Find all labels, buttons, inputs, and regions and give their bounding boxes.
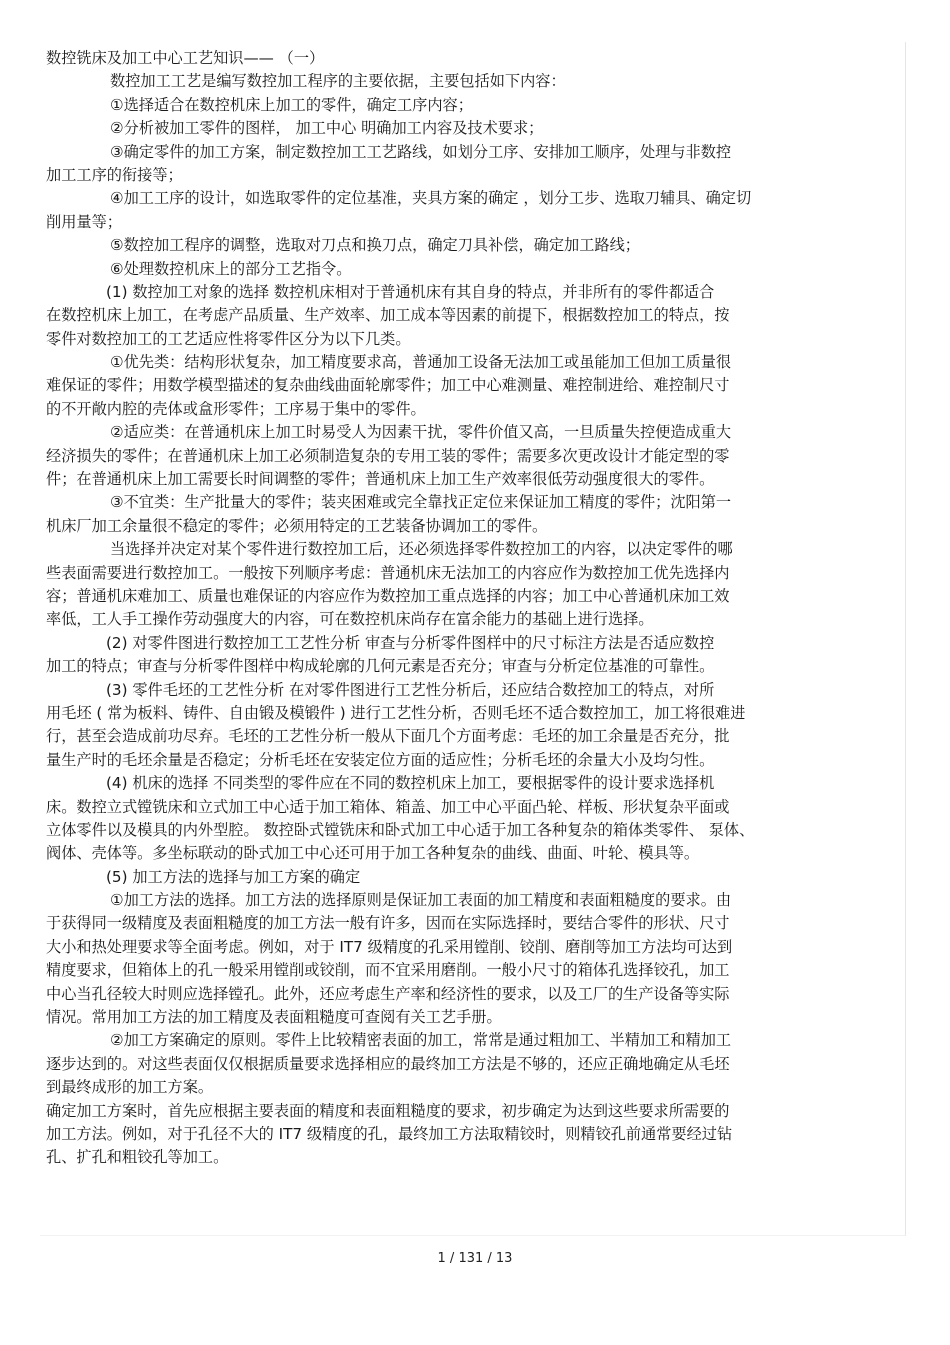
paragraph-line: 精度要求，但箱体上的孔一般采用镗削或铰削，而不宜采用磨削。一般小尺寸的箱体孔选择铰孔，加工 xyxy=(46,961,730,980)
paragraph-line: 难保证的零件；用数学模型描述的复杂曲线曲面轮廓零件；加工中心难测量、难控制进给、难控制尺寸 xyxy=(46,376,730,395)
paragraph-line: 经济损失的零件；在普通机床上加工必须制造复杂的专用工装的零件；需要多次更改设计才能定型的零 xyxy=(46,446,730,465)
paragraph-line: 大小和热处理要求等全面考虑。例如，对于 IT7 级精度的孔采用镗削、铰削、磨削等加工方法均可达到 xyxy=(46,937,733,956)
paragraph-line: 率低，工人手工操作劳动强度大的内容，可在数控机床尚存在富余能力的基础上进行选择。 xyxy=(46,610,654,629)
paragraph-line: 机床厂加工余量很不稳定的零件；必须用特定的工艺装备协调加工的零件。 xyxy=(46,516,548,535)
paragraph-line: 加工的特点；审查与分析零件图样中构成轮廓的几何元素是否充分；审查与分析定位基准的可靠性。 xyxy=(46,657,715,676)
page-title: 数控铣床及加工中心工艺知识—— （一） xyxy=(46,49,325,67)
paragraph-line: 零件对数控加工的工艺适应性将零件区分为以下几类。 xyxy=(46,329,411,348)
paragraph-line: 容；普通机床难加工、质量也难保证的内容应作为数控加工重点选择的内容；加工中心普通机床加工效 xyxy=(46,586,730,605)
paragraph-line: 立体零件以及模具的内外型腔。 数控卧式镗铣床和卧式加工中心适于加工各种复杂的箱体类零件、 泵体、 xyxy=(46,820,755,839)
paragraph-line: ①优先类：结构形状复杂，加工精度要求高，普通加工设备无法加工或虽能加工但加工质量很 xyxy=(110,353,732,372)
page-number: 1 / 131 / 13 xyxy=(437,1251,513,1266)
paragraph-line: 量生产时的毛坯余量是否稳定；分析毛坯在安装定位方面的适应性；分析毛坯的余量大小及均匀性。 xyxy=(46,750,715,769)
paragraph-line: ②适应类：在普通机床上加工时易受人为因素干扰，零件价值又高，一旦质量失控便造成重大 xyxy=(110,423,732,442)
paragraph-line: 孔、扩孔和粗铰孔等加工。 xyxy=(46,1148,229,1167)
paragraph-line: 些表面需要进行数控加工。一般按下列顺序考虑：普通机床无法加工的内容应作为数控加工优先选择内 xyxy=(46,563,730,582)
paragraph-line: 削用量等； xyxy=(46,212,122,231)
section-heading-line: (1) 数控加工对象的选择 数控机床相对于普通机床有其自身的特点，并非所有的零件都适合 xyxy=(106,282,715,301)
paragraph-line: ⑥处理数控机床上的部分工艺指令。 xyxy=(110,259,352,278)
section-heading-line: (4) 机床的选择 不同类型的零件应在不同的数控机床上加工，要根据零件的设计要求选择机 xyxy=(106,774,715,793)
paragraph-line: 阀体、壳体等。多坐标联动的卧式加工中心还可用于加工各种复杂的曲线、曲面、叶轮、模具等。 xyxy=(46,844,700,863)
paragraph-line: 于获得同一级精度及表面粗糙度的加工方法一般有许多，因而在实际选择时，要结合零件的形状、尺寸 xyxy=(46,914,730,933)
paragraph-line: ①加工方法的选择。加工方法的选择原则是保证加工表面的加工精度和表面粗糙度的要求。由 xyxy=(110,891,732,910)
paragraph-line: ②加工方案确定的原则。零件上比较精密表面的加工，常常是通过粗加工、半精加工和精加工 xyxy=(110,1031,732,1050)
paragraph-line: ③不宜类：生产批量大的零件；装夹困难或完全靠找正定位来保证加工精度的零件；沈阳第一 xyxy=(110,493,732,512)
document-body xyxy=(46,47,906,1170)
section-heading-line: (3) 零件毛坯的工艺性分析 在对零件图进行工艺性分析后，还应结合数控加工的特点，对所 xyxy=(106,680,715,699)
paragraph-line: ①选择适合在数控机床上加工的零件，确定工序内容； xyxy=(110,95,473,114)
paragraph-line: ②分析被加工零件的图样， 加工中心 明确加工内容及技术要求； xyxy=(110,119,544,138)
paragraph-line: 用毛坯 ( 常为板料、铸件、自由锻及模锻件 ) 进行工艺性分析，否则毛坯不适合数控加工，加工将很难进 xyxy=(46,703,746,722)
paragraph-line: 当选择并决定对某个零件进行数控加工后，还必须选择零件数控加工的内容，以决定零件的哪 xyxy=(110,540,733,559)
paragraph-line: 逐步达到的。对这些表面仅仅根据质量要求选择相应的最终加工方法是不够的，还应正确地确定从毛坯 xyxy=(46,1054,730,1073)
paragraph-line: 行，甚至会造成前功尽弃。毛坯的工艺性分析一般从下面几个方面考虑：毛坯的加工余量是否充分，批 xyxy=(46,727,730,746)
paragraph-line: 确定加工方案时，首先应根据主要表面的精度和表面粗糙度的要求，初步确定为达到这些要求所需要的 xyxy=(46,1101,730,1120)
paragraph-line: ⑤数控加工程序的调整，选取对刀点和换刀点，确定刀具补偿，确定加工路线； xyxy=(110,236,640,255)
paragraph-line: ③确定零件的加工方案，制定数控加工工艺路线，如划分工序、安排加工顺序，处理与非数控 xyxy=(110,142,732,161)
paragraph-line: ④加工工序的设计，如选取零件的定位基准，夹具方案的确定 ，划分工步、选取刀辅具、确定切 xyxy=(110,189,752,208)
paragraph-line: 到最终成形的加工方案。 xyxy=(46,1078,214,1097)
paragraph-line: 情况。常用加工方法的加工精度及表面粗糙度可查阅有关工艺手册。 xyxy=(46,1008,502,1027)
paragraph-line: 在数控机床上加工，在考虑产品质量、生产效率、加工成本等因素的前提下，根据数控加工的特点，按 xyxy=(46,306,730,325)
section-heading-line: (5) 加工方法的选择与加工方案的确定 xyxy=(106,867,361,886)
section-heading-line: (2) 对零件图进行数控加工工艺性分析 审查与分析零件图样中的尺寸标注方法是否适应数控 xyxy=(106,633,715,652)
paragraph-line: 数控加工工艺是编写数控加工程序的主要依据，主要包括如下内容： xyxy=(110,72,566,91)
paragraph-line: 中心当孔径较大时则应选择镗孔。此外，还应考虑生产率和经济性的要求，以及工厂的生产设备等实际 xyxy=(46,984,730,1003)
paragraph-line: 加工工序的衔接等； xyxy=(46,165,183,184)
paragraph-line: 加工方法。例如，对于孔径不大的 IT7 级精度的孔，最终加工方法取精铰时，则精铰孔前通常要经过钻 xyxy=(46,1124,733,1143)
paragraph-line: 床。数控立式镗铣床和立式加工中心适于加工箱体、箱盖、加工中心平面凸轮、样板、形状复杂平面或 xyxy=(46,797,730,816)
paragraph-line: 的不开敞内腔的壳体或盒形零件；工序易于集中的零件。 xyxy=(46,399,426,418)
paragraph-line: 件；在普通机床上加工需要长时间调整的零件；普通机床上加工生产效率很低劳动强度很大的零件。 xyxy=(46,470,715,489)
